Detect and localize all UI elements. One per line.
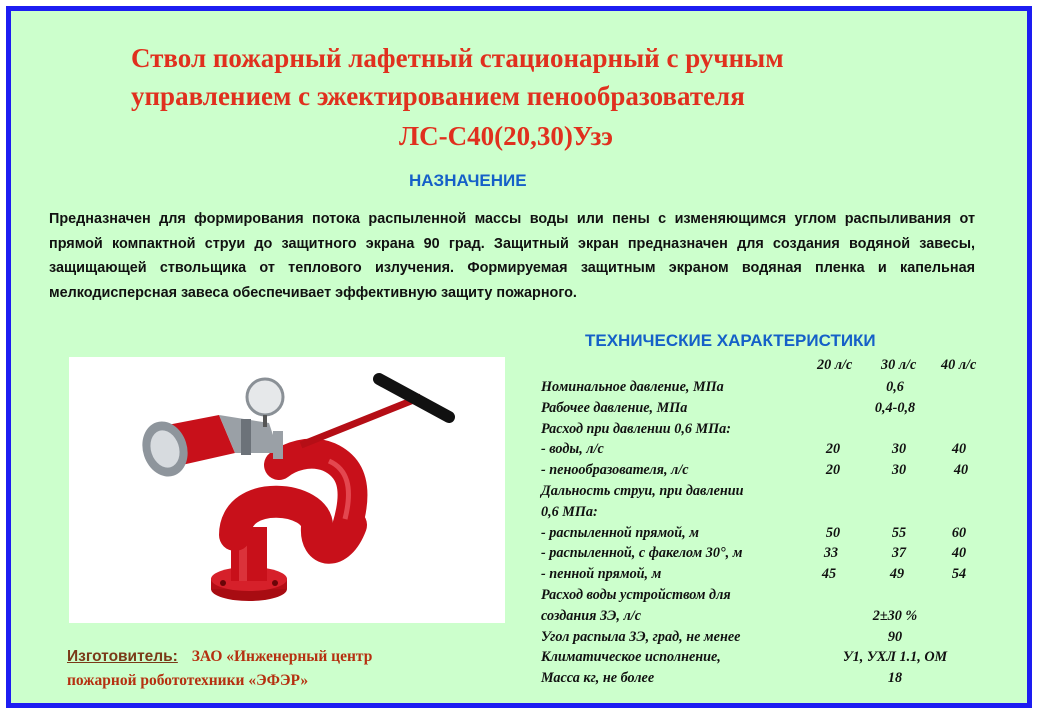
- column-header: 20 л/с: [817, 357, 853, 373]
- spec-value: 37: [891, 545, 907, 562]
- spec-name: - пенной прямой, м: [541, 566, 662, 583]
- poster-frame: [6, 6, 1032, 708]
- spec-row: [541, 439, 991, 460]
- gauge-disc: [247, 379, 283, 415]
- spec-name: Угол распыла ЗЭ, град, не менее: [541, 628, 741, 645]
- spec-name: - воды, л/с: [541, 441, 604, 458]
- spec-value: 45: [821, 566, 837, 583]
- manufacturer-name-2: пожарной робототехники «ЭФЭР»: [67, 672, 309, 689]
- bolt: [272, 580, 278, 586]
- spec-name: Масса кг, не более: [541, 670, 655, 687]
- bolt: [220, 580, 226, 586]
- spec-name: Рабочее давление, МПа: [541, 399, 688, 416]
- column-header: 40 л/с: [941, 357, 977, 373]
- spec-row: [541, 419, 991, 440]
- spec-name: Номинальное давление, МПа: [541, 379, 724, 395]
- product-image: [69, 357, 505, 623]
- spec-name: Климатическое исполнение,: [541, 649, 721, 666]
- spec-row: [541, 377, 991, 398]
- spec-value: 55: [891, 524, 907, 541]
- spec-value: 40: [951, 441, 967, 458]
- spec-row: [541, 627, 991, 648]
- spec-value: 0,6: [886, 379, 904, 395]
- spec-row: [541, 668, 991, 689]
- spec-name: 0,6 МПа:: [541, 503, 598, 520]
- spec-value: 90: [887, 628, 903, 645]
- spec-value: 54: [951, 566, 967, 583]
- manufacturer-block: [67, 645, 497, 693]
- spec-name: - пенообразователя, л/с: [541, 462, 689, 479]
- spec-row: [541, 606, 991, 627]
- spec-name: Дальность струи, при давлении: [541, 482, 744, 499]
- spec-row: [541, 502, 991, 523]
- spec-value: 20: [825, 441, 841, 458]
- spec-value: У1, УХЛ 1.1, ОМ: [842, 649, 948, 666]
- spec-value: 40: [953, 462, 969, 479]
- purpose-heading: НАЗНАЧЕНИЕ: [409, 171, 527, 190]
- specs-column-headers: [541, 357, 991, 377]
- spec-row: [541, 481, 991, 502]
- spec-row: [541, 523, 991, 544]
- spec-value: 18: [887, 670, 903, 687]
- spec-row: [541, 564, 991, 585]
- spec-name: - распыленной, с факелом 30°, м: [541, 545, 743, 562]
- spec-row: [541, 647, 991, 668]
- title-line-2: управлением с эжектированием пенообразователя: [131, 81, 745, 111]
- specs-table: [541, 357, 991, 689]
- spec-value: 2±30 %: [872, 607, 918, 624]
- manufacturer-name-1: ЗАО «Инженерный центр: [191, 648, 373, 665]
- ejector-ring: [241, 419, 251, 455]
- spec-row: [541, 585, 991, 606]
- fire-monitor-illustration: [69, 357, 505, 623]
- spec-value: 30: [891, 462, 907, 479]
- spec-value: 60: [951, 524, 967, 541]
- spec-row: [541, 398, 991, 419]
- title-line-1: Ствол пожарный лафетный стационарный с ручным: [131, 43, 784, 73]
- spec-value: 0,4-0,8: [874, 399, 916, 416]
- spec-row: [541, 543, 991, 564]
- spec-value: 40: [951, 545, 967, 562]
- spec-value: 20: [825, 462, 841, 479]
- spec-name: Расход при давлении 0,6 МПа:: [541, 420, 731, 437]
- handle-lever: [301, 397, 421, 445]
- spec-name: - распыленной прямой, м: [541, 524, 699, 541]
- spec-value: 30: [891, 441, 907, 458]
- spec-value: 49: [889, 566, 905, 583]
- spec-name: Расход воды устройством для: [541, 586, 731, 603]
- purpose-text: Предназначен для формирования потока распыленной массы воды или пены с изменяющимся углом распыливания от прямой компактной струи до защитного экрана 90 град. Защитный экран предназначен для создания водяной завесы, защищающей ствольщика от теплового излучения. Формируемая защитным экраном водяная пленка и капельная мелкодисперсная завеса обеспечивает эффективную защиту пожарного.: [49, 211, 975, 301]
- spec-name: создания ЗЭ, л/с: [541, 607, 642, 624]
- spec-value: 50: [825, 524, 841, 541]
- title-model: ЛС-С40(20,30)Узэ: [399, 121, 613, 151]
- manufacturer-label: Изготовитель:: [67, 648, 178, 665]
- spec-row: [541, 460, 991, 481]
- specs-heading: ТЕХНИЧЕСКИЕ ХАРАКТЕРИСТИКИ: [585, 331, 876, 350]
- spec-value: 33: [823, 545, 839, 562]
- foam-inlet: [273, 431, 283, 459]
- column-header: 30 л/с: [881, 357, 917, 373]
